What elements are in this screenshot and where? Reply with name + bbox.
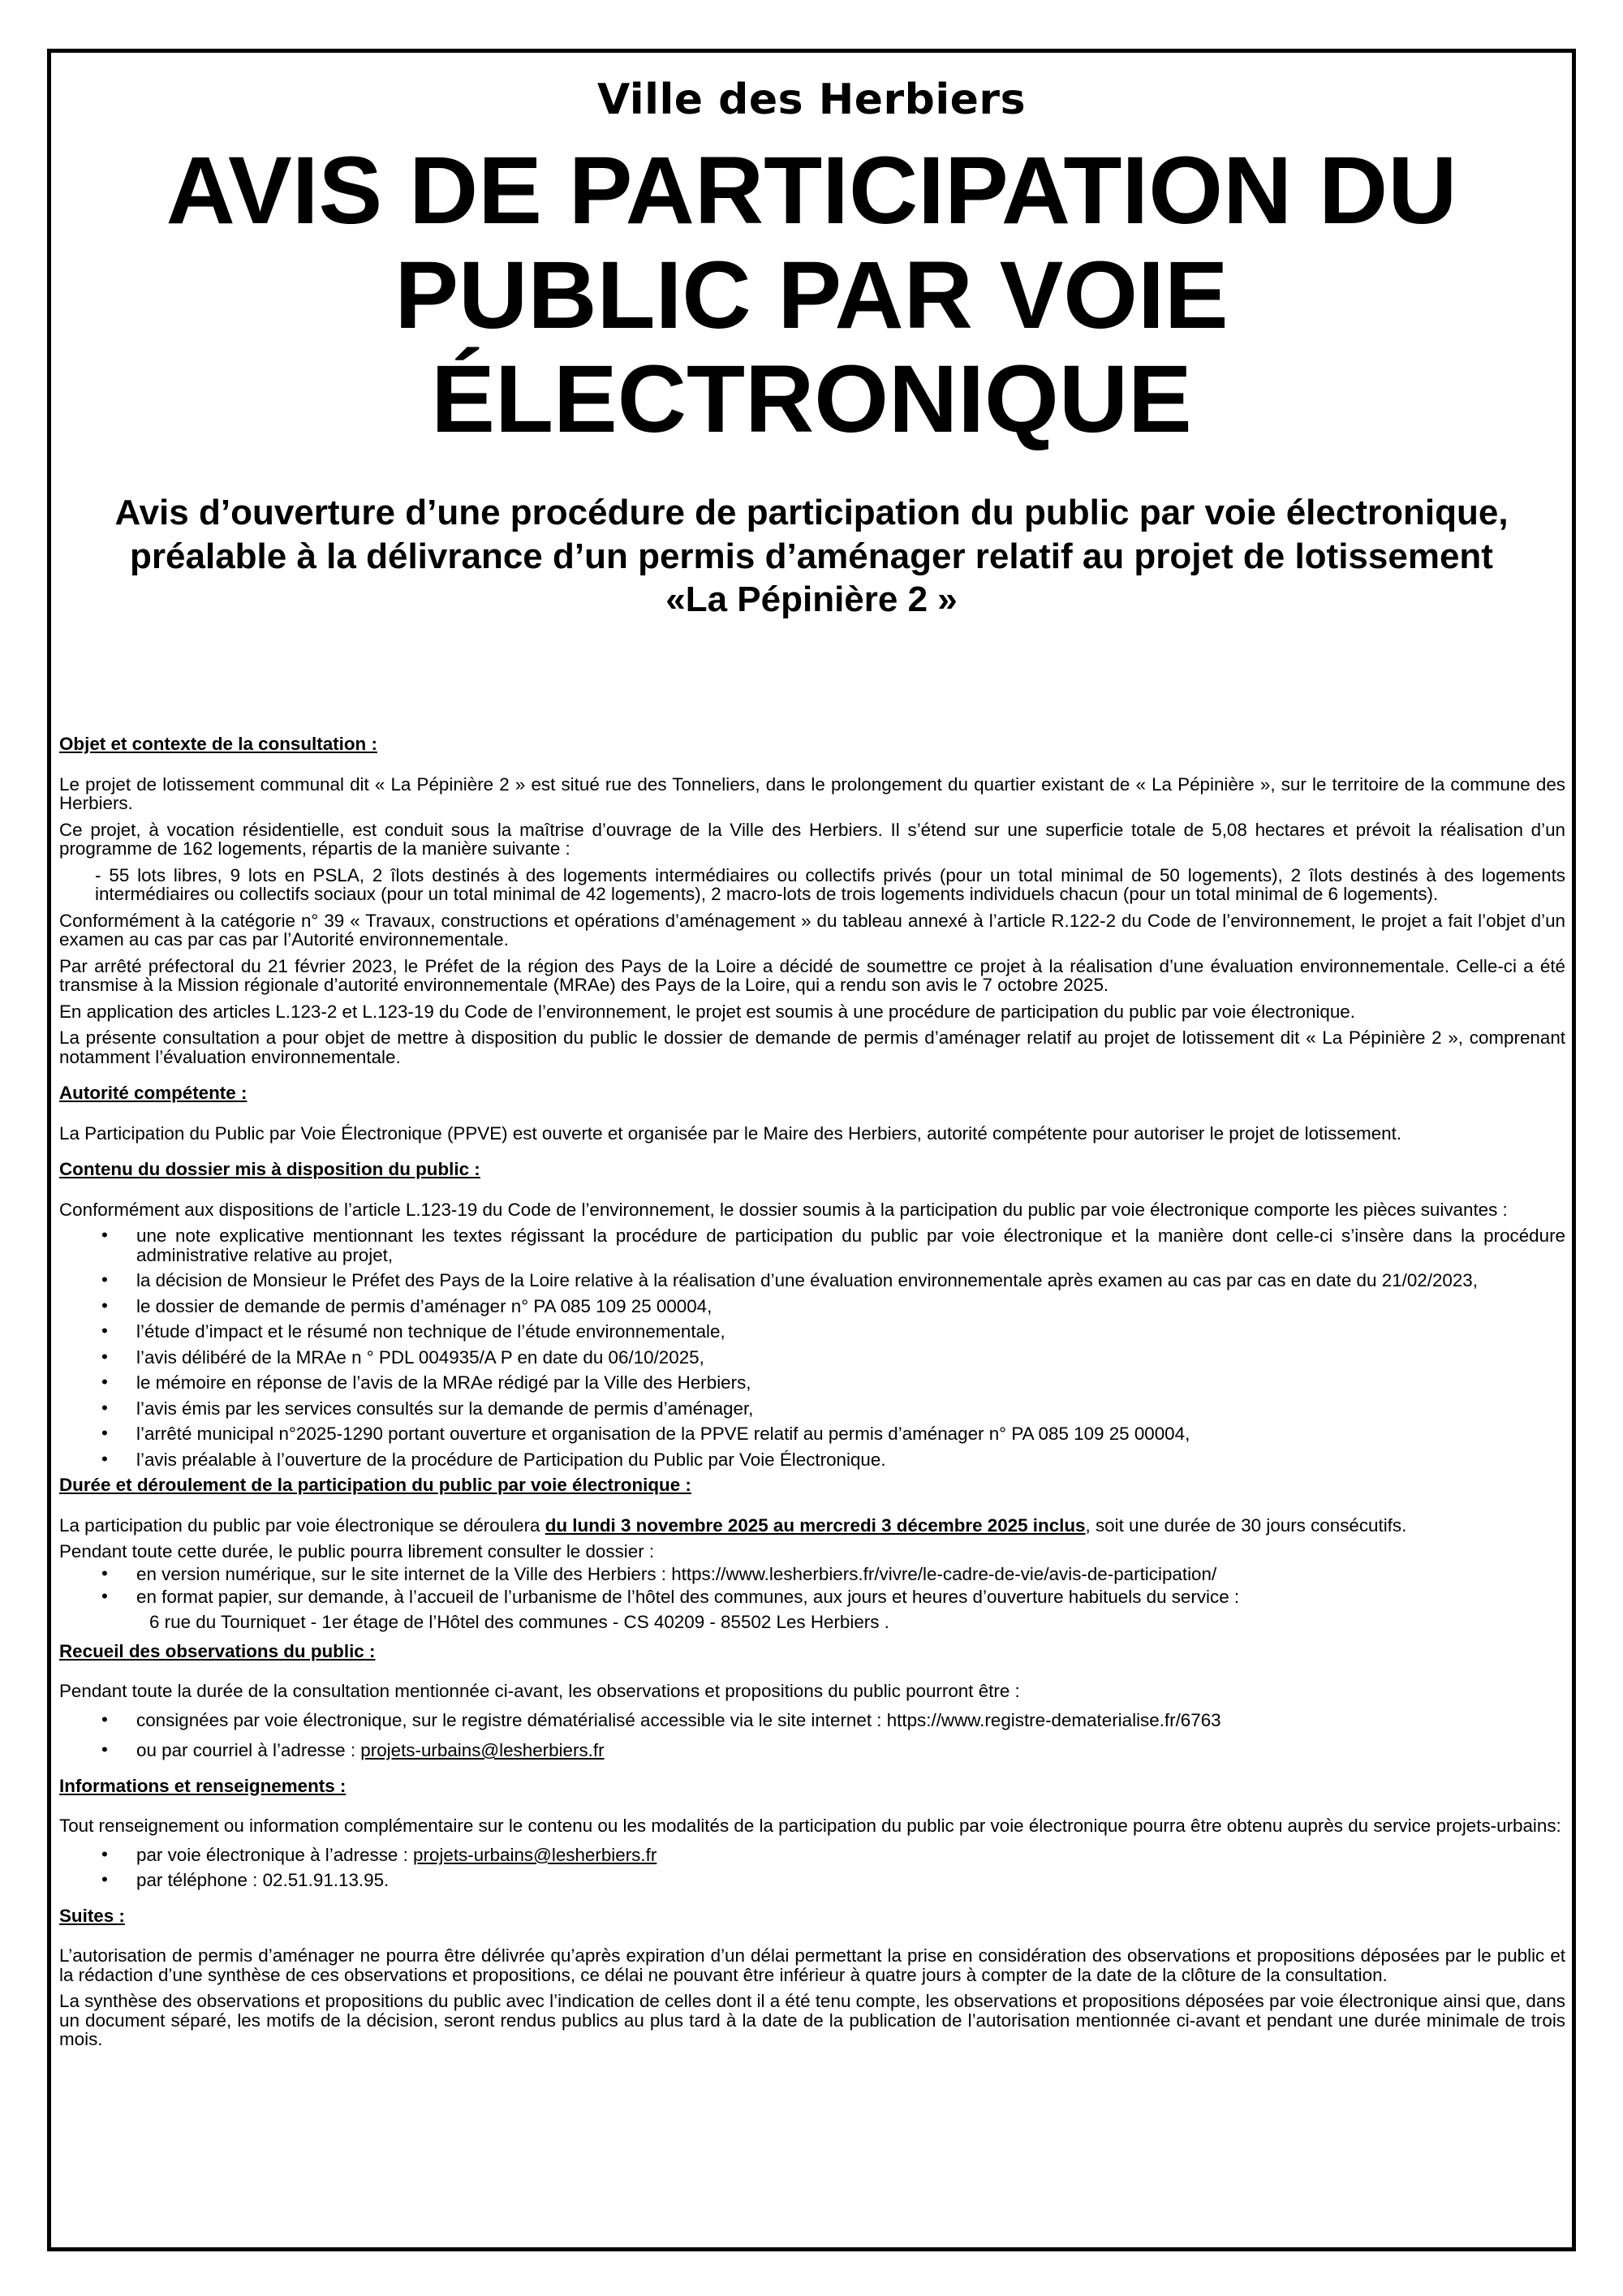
paragraph: La Participation du Public par Voie Électronique (PPVE) est ouverte et organisée par le Maire des Herbiers, autorité compétente pour autoriser le projet de lotissement. bbox=[59, 1122, 1402, 1144]
paragraph: Le projet de lotissement communal dit « La Pépinière 2 » est situé rue des Tonneliers, dans le prolongement du quartier existant de « La Pépinière », sur le territoire de la commune des Herbiers. bbox=[59, 773, 1565, 814]
title-line: ÉLECTRONIQUE bbox=[431, 346, 1192, 454]
list-item: • en format papier, sur demande, à l’accueil de l’urbanisme de l’hôtel des communes, aux jours et heures d’ouverture habituels du service : bbox=[101, 1585, 1240, 1607]
bullet-icon: • bbox=[101, 1225, 108, 1246]
list-item: • l’avis préalable à l’ouverture de la procédure de Participation du Public par Voie Électronique. bbox=[101, 1448, 886, 1470]
city-name: Ville des Herbiers bbox=[596, 75, 1027, 124]
list-item: • par voie électronique à l’adresse : projets-urbains@lesherbiers.fr bbox=[101, 1843, 657, 1865]
contact-list bbox=[59, 1843, 1565, 1891]
section-heading-suites: Suites : bbox=[59, 1905, 125, 1926]
section-heading-recueil: Recueil des observations du public : bbox=[59, 1640, 376, 1661]
paragraph: La synthèse des observations et propositions du public avec l’indication de celles dont il a été tenu compte, les observations et propositions déposées par voie électronique ainsi que, dans un document séparé, les motifs de la décision, seront rendus publics au plus tard à la date de la publication de l’autorisation mentionnée ci-avant et pendant une durée minimale de trois mois. bbox=[59, 1991, 1565, 2050]
list-item bbox=[59, 1871, 1565, 1890]
hotel-address: 6 rue du Tourniquet - 1er étage de l’Hôtel des communes - CS 40209 - 85502 Les Herbiers . bbox=[149, 1612, 889, 1633]
list-item: • ou par courriel à l’adresse : projets-urbains@lesherbiers.fr bbox=[101, 1739, 605, 1761]
paragraph: Pendant toute cette durée, le public pourra librement consulter le dossier : bbox=[59, 1541, 655, 1562]
paragraph-dates: La participation du public par voie électronique se déroulera du lundi 3 novembre 2025 au mercredi 3 décembre 2025 inclus, soit une durée de 30 jours consécutifs. bbox=[59, 1514, 1407, 1536]
notice-body bbox=[59, 734, 1565, 2057]
participation-dates: du lundi 3 novembre 2025 au mercredi 3 décembre 2025 inclus bbox=[545, 1514, 1086, 1536]
paragraph: La présente consultation a pour objet de mettre à disposition du public le dossier de demande de permis d’aménager relatif au projet de lotissement dit « La Pépinière 2 », comprenant notamment l’évaluation environnementale. bbox=[59, 1027, 1565, 1067]
list-item: • le dossier de demande de permis d’aménager n° PA 085 109 25 00004, bbox=[101, 1294, 712, 1316]
bullet-icon: • bbox=[101, 1294, 108, 1316]
bullet-icon: • bbox=[101, 1708, 108, 1730]
list-item: • la décision de Monsieur le Préfet des Pays de la Loire relative à la réalisation d’une évaluation environnementale après examen au cas par cas en date du 21/02/2023, bbox=[101, 1269, 1478, 1291]
bullet-icon: • bbox=[101, 1562, 108, 1583]
subtitle-line: préalable à la délivrance d’un permis d’aménager relatif au projet de lotissement bbox=[130, 536, 1493, 576]
bullet-icon: • bbox=[101, 1423, 108, 1444]
bullet-icon: • bbox=[101, 1585, 108, 1606]
paragraph: En application des articles L.123-2 et L.123-19 du Code de l’environnement, le projet est soumis à une procédure de participation du public par voie électronique. bbox=[59, 1001, 1355, 1022]
list-item: • l’arrêté municipal n°2025-1290 portant ouverture et organisation de la PPVE relatif au permis d’aménager n° PA 085 109 25 00004, bbox=[101, 1423, 1190, 1445]
email-link[interactable]: projets-urbains@lesherbiers.fr bbox=[413, 1844, 657, 1865]
list-item: • l’étude d’impact et le résumé non technique de l’étude environnementale, bbox=[101, 1320, 725, 1342]
notice-frame bbox=[47, 49, 1576, 2251]
list-item: • consignées par voie électronique, sur le registre dématérialisé accessible via le site internet : https://www.registre-dematerialise.fr/6763 bbox=[101, 1708, 1221, 1730]
list-item: • l’avis délibéré de la MRAe n ° PDL 004935/A P en date du 06/10/2025, bbox=[101, 1346, 704, 1368]
section-heading-autorite: Autorité compétente : bbox=[59, 1083, 248, 1104]
paragraph: Conformément à la catégorie n° 39 « Travaux, constructions et opérations d’aménagement » du tableau annexé à l’article R.122-2 du Code de l’environnement, le projet a fait l’objet d’un examen au cas par cas par l’Autorité environnementale. bbox=[59, 910, 1565, 950]
section-heading-objet: Objet et contexte de la consultation : bbox=[59, 734, 377, 754]
paragraph: L’autorisation de permis d’aménager ne pourra être délivrée qu’après expiration d’un délai permettant la prise en considération des observations et propositions déposées par le public et la rédaction d’une synthèse de ces observations et propositions, ce délai ne pouvant être inférieur à quatre jours à compter de la date de la clôture de la consultation. bbox=[59, 1945, 1565, 1985]
title-line: AVIS DE PARTICIPATION DU bbox=[166, 137, 1457, 244]
bullet-icon: • bbox=[101, 1843, 108, 1864]
paragraph: Conformément aux dispositions de l’article L.123-19 du Code de l’environnement, le dossier soumis à la participation du public par voie électronique comporte les pièces suivantes : bbox=[59, 1199, 1508, 1220]
list-item: • en version numérique, sur le site internet de la Ville des Herbiers : https://www.lesherbiers.fr/vivre/le-cadre-de-vie/avis-de-participation/ bbox=[101, 1562, 1217, 1584]
list-item: • le mémoire en réponse de l’avis de la MRAe rédigé par la Ville des Herbiers, bbox=[101, 1372, 751, 1394]
section-heading-infos: Informations et renseignements : bbox=[59, 1775, 347, 1796]
list-item: • une note explicative mentionnant les textes régissant la procédure de participation du public par voie électronique et la manière dont celle-ci s’insère dans la procédure administrative relative au projet, bbox=[101, 1225, 1565, 1265]
subtitle-line: Avis d’ouverture d’une procédure de participation du public par voie électronique, bbox=[114, 492, 1509, 532]
page-subtitle bbox=[61, 491, 1562, 622]
bullet-icon: • bbox=[101, 1269, 108, 1290]
observation-list bbox=[59, 1708, 1565, 1761]
bullet-icon: • bbox=[101, 1397, 108, 1418]
email-link[interactable]: projets-urbains@lesherbiers.fr bbox=[360, 1740, 605, 1761]
notice-header bbox=[61, 53, 1562, 622]
title-line: PUBLIC PAR VOIE bbox=[394, 241, 1229, 349]
consultation-list bbox=[59, 1562, 1565, 1607]
paragraph: Ce projet, à vocation résidentielle, est conduit sous la maîtrise d’ouvrage de la Ville des Herbiers. Il s’étend sur une superficie totale de 5,08 hectares et prévoit la réalisation d’un programme de 162 logements, répartis de la manière suivante : bbox=[59, 819, 1565, 859]
paragraph: Tout renseignement ou information complémentaire sur le contenu ou les modalités de la participation du public par voie électronique pourra être obtenu auprès du service projets-urbains: bbox=[59, 1816, 1561, 1837]
list-item: • l’avis émis par les services consultés sur la demande de permis d’aménager, bbox=[101, 1397, 754, 1419]
section-heading-contenu: Contenu du dossier mis à disposition du public : bbox=[59, 1159, 480, 1180]
paragraph: Pendant toute la durée de la consultation mentionnée ci-avant, les observations et propositions du public pourront être : bbox=[59, 1681, 1020, 1702]
phone-number: par téléphone : 02.51.91.13.95. bbox=[136, 1870, 390, 1891]
bullet-icon: • bbox=[101, 1320, 108, 1342]
page-title bbox=[61, 139, 1562, 452]
paragraph-lots: - 55 lots libres, 9 lots en PSLA, 2 îlots destinés à des logements intermédiaires ou collectifs privés (pour un total minimal de 50 logements), 2 îlots destinés à des logements intermédiaires ou collectifs sociaux (pour un total minimal de 42 logements), 2 macro-lots de trois logements individuels chacun (pour un total minimal de 6 logements). bbox=[95, 864, 1565, 905]
bullet-icon: • bbox=[101, 1372, 108, 1393]
section-heading-duree: Durée et déroulement de la participation du public par voie électronique : bbox=[59, 1475, 691, 1496]
bullet-icon: • bbox=[101, 1869, 108, 1890]
subtitle-line: «La Pépinière 2 » bbox=[665, 579, 958, 620]
bullet-icon: • bbox=[101, 1448, 108, 1469]
bullet-icon: • bbox=[101, 1346, 108, 1367]
bullet-icon: • bbox=[101, 1739, 108, 1760]
dossier-list bbox=[59, 1226, 1565, 1469]
paragraph: Par arrêté préfectoral du 21 février 2023, le Préfet de la région des Pays de la Loire a décidé de soumettre ce projet à la réalisation d’une évaluation environnementale. Celle-ci a été transmise à la Mission régionale d’autorité environnementale (MRAe) des Pays de la Loire, qui a rendu son avis le 7 octobre 2025. bbox=[59, 955, 1565, 996]
